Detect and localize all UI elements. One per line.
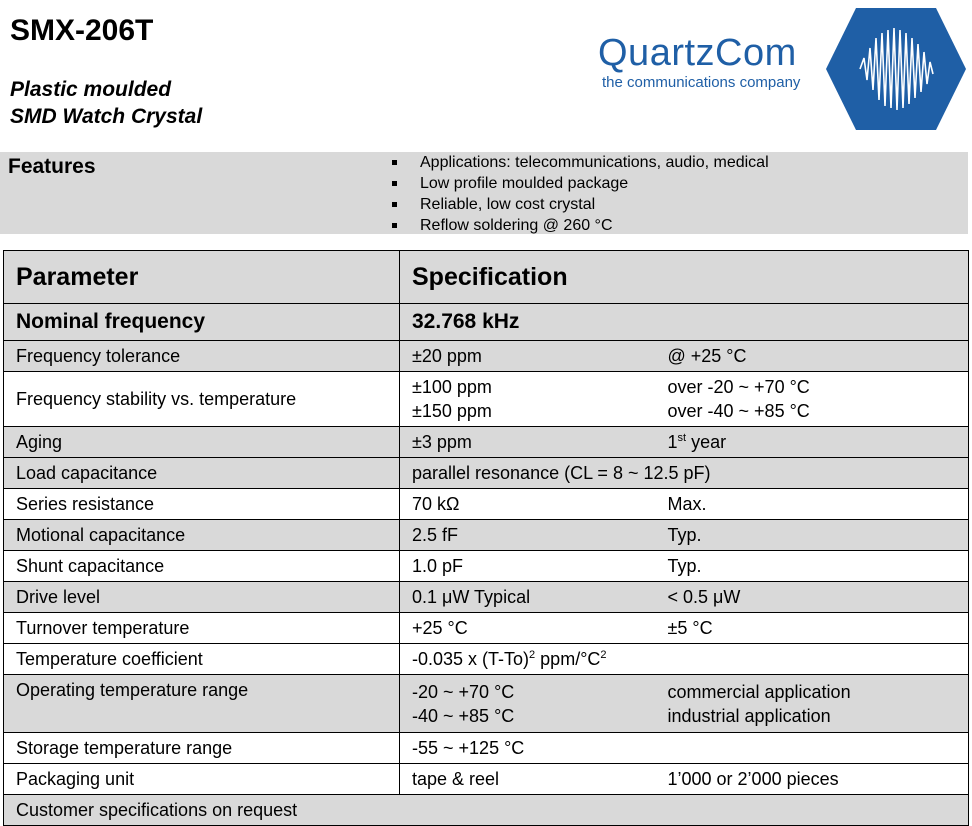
table-header-row bbox=[4, 251, 969, 304]
note-cell: < 0.5 μW bbox=[668, 582, 969, 613]
table-row bbox=[4, 733, 969, 764]
spec-cell: +25 °C bbox=[400, 613, 668, 644]
param-cell: Frequency tolerance bbox=[4, 341, 400, 372]
param-cell: Series resistance bbox=[4, 489, 400, 520]
company-logo bbox=[598, 8, 968, 130]
subtitle-line-1: Plastic moulded bbox=[10, 78, 172, 101]
note-cell: @ +25 °C bbox=[668, 341, 969, 372]
table-row bbox=[4, 489, 969, 520]
param-cell: Drive level bbox=[4, 582, 400, 613]
param-cell: Motional capacitance bbox=[4, 520, 400, 551]
spec-cell: 1.0 pF bbox=[400, 551, 668, 582]
note-cell bbox=[668, 427, 969, 458]
param-cell: Storage temperature range bbox=[4, 733, 400, 764]
note-cell: Typ. bbox=[668, 520, 969, 551]
subtitle-line-2: SMD Watch Crystal bbox=[10, 105, 203, 128]
table-row bbox=[4, 675, 969, 733]
spec-superscript: 2 bbox=[529, 649, 536, 661]
header-specification: Specification bbox=[400, 251, 969, 304]
logo-tagline: the communications company bbox=[602, 74, 801, 91]
table-row bbox=[4, 551, 969, 582]
note-cell: 1’000 or 2’000 pieces bbox=[668, 764, 969, 795]
spec-line: -20 ~ +70 °C bbox=[412, 681, 515, 702]
table-row-nominal-frequency bbox=[4, 304, 969, 341]
param-cell: Packaging unit bbox=[4, 764, 400, 795]
specification-table bbox=[3, 250, 969, 826]
spec-cell bbox=[400, 644, 969, 675]
spec-line: ±100 ppm bbox=[412, 377, 492, 397]
table-row bbox=[4, 341, 969, 372]
note-cell bbox=[668, 733, 969, 764]
spec-cell: 2.5 fF bbox=[400, 520, 668, 551]
table-row bbox=[4, 613, 969, 644]
note-cell: Max. bbox=[668, 489, 969, 520]
param-cell: Operating temperature range bbox=[4, 675, 400, 733]
footer-note: Customer specifications on request bbox=[4, 795, 969, 826]
spec-line: -40 ~ +85 °C bbox=[412, 705, 515, 726]
table-row bbox=[4, 644, 969, 675]
note-cell: Typ. bbox=[668, 551, 969, 582]
feature-item: Reflow soldering @ 260 °C bbox=[390, 215, 769, 236]
logo-wordmark: QuartzCom bbox=[598, 32, 797, 74]
param-cell: Shunt capacitance bbox=[4, 551, 400, 582]
table-row bbox=[4, 582, 969, 613]
waveform-diamond-icon bbox=[826, 8, 966, 130]
feature-item: Low profile moulded package bbox=[390, 173, 769, 194]
product-subtitle bbox=[10, 76, 202, 130]
param-cell: Turnover temperature bbox=[4, 613, 400, 644]
note-text: year bbox=[686, 432, 727, 452]
spec-cell: 32.768 kHz bbox=[400, 304, 969, 341]
spec-text: ppm/°C bbox=[535, 649, 601, 669]
table-row bbox=[4, 764, 969, 795]
note-superscript: st bbox=[677, 432, 687, 444]
feature-item: Reliable, low cost crystal bbox=[390, 194, 769, 215]
note-line: industrial application bbox=[667, 705, 831, 726]
spec-cell: 70 kΩ bbox=[400, 489, 668, 520]
spec-cell: 0.1 μW Typical bbox=[400, 582, 668, 613]
spec-line: ±150 ppm bbox=[412, 401, 492, 421]
table-row bbox=[4, 427, 969, 458]
spec-cell: ±20 ppm bbox=[400, 341, 668, 372]
spec-cell bbox=[400, 675, 668, 733]
spec-cell: parallel resonance (CL = 8 ~ 12.5 pF) bbox=[400, 458, 969, 489]
feature-item: Applications: telecommunications, audio, medical bbox=[390, 152, 769, 173]
param-cell: Load capacitance bbox=[4, 458, 400, 489]
table-row bbox=[4, 372, 969, 427]
note-cell bbox=[668, 675, 969, 733]
spec-cell bbox=[400, 372, 668, 427]
param-cell: Temperature coefficient bbox=[4, 644, 400, 675]
spec-cell: tape & reel bbox=[400, 764, 668, 795]
note-line: commercial application bbox=[667, 681, 851, 702]
note-cell bbox=[668, 372, 969, 427]
param-cell: Aging bbox=[4, 427, 400, 458]
features-section bbox=[0, 152, 968, 234]
spec-text: -0.035 x (T-To) bbox=[412, 649, 530, 669]
param-cell: Frequency stability vs. temperature bbox=[4, 372, 400, 427]
note-line: over -20 ~ +70 °C bbox=[667, 377, 810, 397]
features-list bbox=[390, 152, 769, 236]
product-title: SMX-206T bbox=[10, 14, 154, 47]
spec-superscript: 2 bbox=[600, 649, 607, 661]
note-cell: ±5 °C bbox=[668, 613, 969, 644]
table-footer-row bbox=[4, 795, 969, 826]
header-parameter: Parameter bbox=[4, 251, 400, 304]
note-line: over -40 ~ +85 °C bbox=[667, 401, 810, 421]
param-cell: Nominal frequency bbox=[4, 304, 400, 341]
table-row bbox=[4, 520, 969, 551]
spec-cell: ±3 ppm bbox=[400, 427, 668, 458]
note-text: 1 bbox=[667, 432, 678, 452]
features-label: Features bbox=[8, 155, 96, 178]
table-row bbox=[4, 458, 969, 489]
spec-cell: -55 ~ +125 °C bbox=[400, 733, 668, 764]
